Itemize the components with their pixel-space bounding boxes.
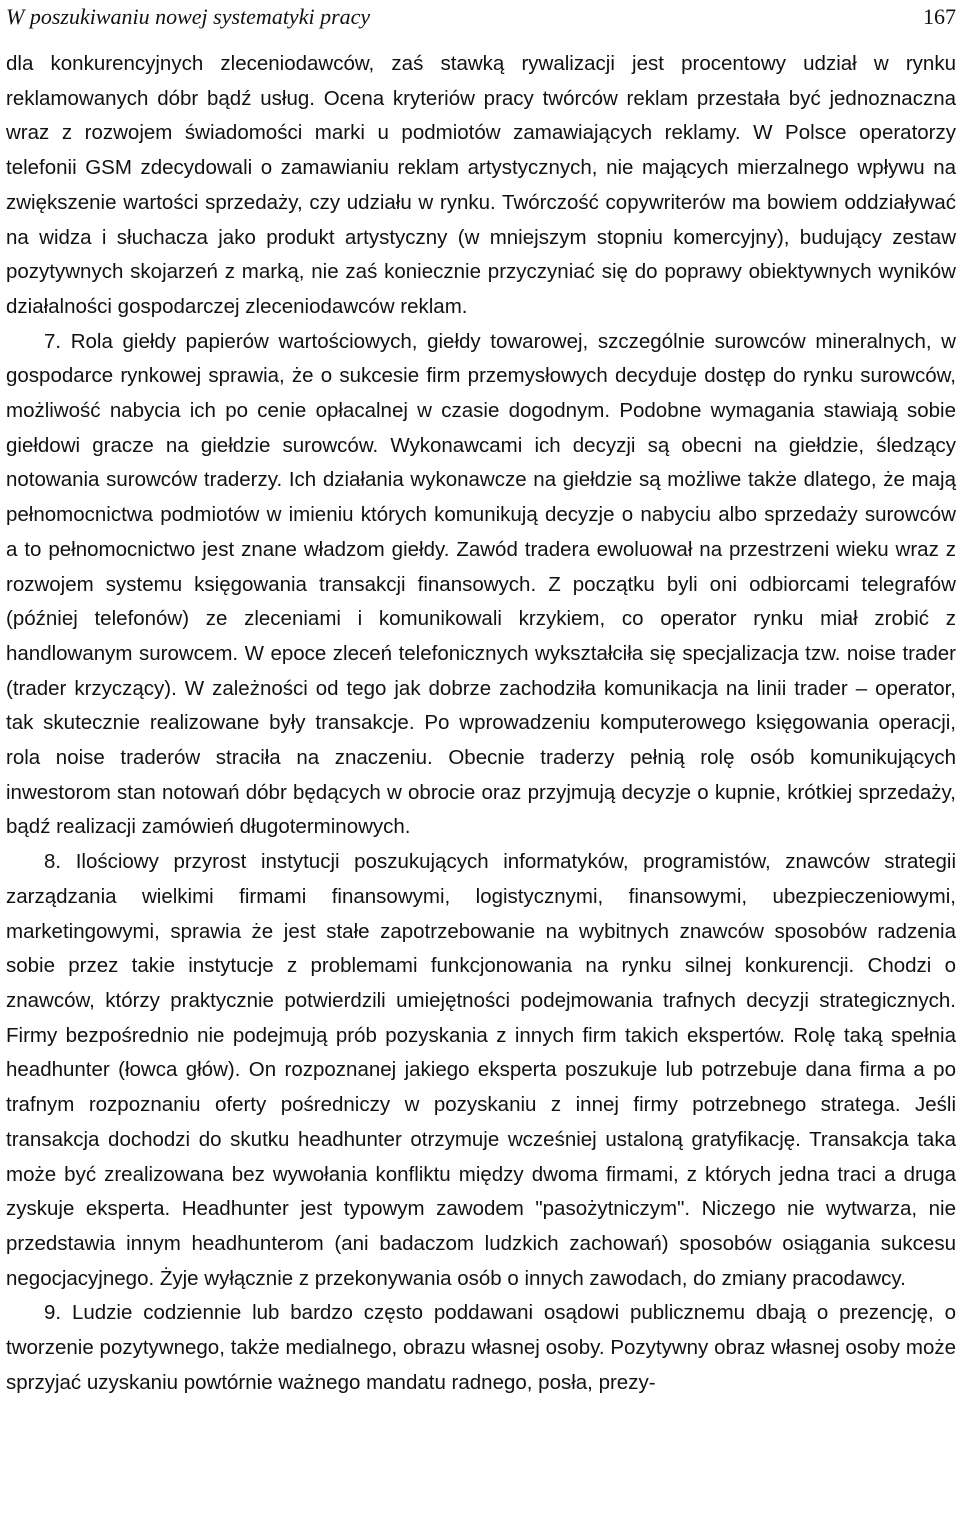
body-text bbox=[6, 47, 956, 1400]
running-header bbox=[6, 2, 956, 32]
paragraph-8: 8. Ilościowy przyrost instytucji poszukujących informatyków, programistów, znawców strategii zarządzania wielkimi firmami finansowymi, logistycznymi, finansowymi, ubezpieczeniowymi, marketingowymi, sprawia że jest stałe zapotrzebowanie na wybitnych znawców sposobów radzenia sobie przez takie instytucje z problemami funkcjonowania na rynku silnej konkurencji. Chodzi o znawców, którzy praktycznie potwierdzili umiejętności podejmowania trafnych decyzji strategicznych. Firmy bezpośrednio nie podejmują prób pozyskania z innych firm takich ekspertów. Rolę taką spełnia headhunter (łowca głów). On rozpoznanej jakiego eksperta poszukuje lub potrzebuje dana firma a po trafnym rozpoznaniu oferty pośredniczy w pozyskaniu z innej firmy potrzebnego stratega. Jeśli transakcja dochodzi do skutku headhunter otrzymuje wcześniej ustaloną gratyfikację. Transakcja taka może być zrealizowana bez wywołania konfliktu między dwoma firmami, z których jedna traci a druga zyskuje eksperta. Headhunter jest typowym zawodem "pasożytniczym". Niczego nie wytwarza, nie przedstawia innym headhunterom (ani badaczom ludzkich zachowań) sposobów osiągania sukcesu negocjacyjnego. Żyje wyłącznie z przekonywania osób o innych zawodach, do zmiany pracodawcy. bbox=[6, 850, 956, 1290]
running-title: W poszukiwaniu nowej systematyki pracy bbox=[6, 4, 371, 29]
page-number: 167 bbox=[923, 4, 956, 29]
paragraph-7: 7. Rola giełdy papierów wartościowych, giełdy towarowej, szczególnie surowców mineralnych, w gospodarce rynkowej sprawia, że o sukcesie firm przemysłowych decyduje dostęp do rynku surowców, możliwość nabycia ich po cenie opłacalnej w czasie dogodnym. Podobne wymagania stawiają sobie giełdowi gracze na giełdzie surowców. Wykonawcami ich decyzji są obecni na giełdzie, śledzący notowania surowców traderzy. Ich działania wykonawcze na giełdzie są możliwe także dlatego, że mają pełnomocnictwa podmiotów w imieniu których komunikują decyzje o nabyciu albo sprzedaży surowców a to pełnomocnictwo jest znane władzom giełdy. Zawód tradera ewoluował na przestrzeni wieku wraz z rozwojem systemu księgowania transakcji finansowych. Z początku byli oni odbiorcami telegrafów (później telefonów) ze zleceniami i komunikowali krzykiem, co operator rynku miał zrobić z handlowanym surowcem. W epoce zleceń telefonicznych wykształciła się specjalizacja tzw. noise trader (trader krzyczący). W zależności od tego jak dobrze zachodziła komunikacja na linii trader – operator, tak skutecznie realizowane były transakcje. Po wprowadzeniu komputerowego księgowania operacji, rola noise traderów straciła na znaczeniu. Obecnie traderzy pełnią rolę osób komunikujących inwestorom stan notowań dóbr będących w obrocie oraz przyjmują decyzje o kupnie, krótkiej sprzedaży, bądź realizacji zamówień długoterminowych. bbox=[6, 329, 956, 839]
paragraph-continuation: dla konkurencyjnych zleceniodawców, zaś stawką rywalizacji jest procentowy udział w rynku reklamowanych dóbr bądź usług. Ocena kryteriów pracy twórców reklam przestała być jednoznaczna wraz z rozwojem świadomości marki u podmiotów zamawiających reklamy. W Polsce operatorzy telefonii GSM zdecydowali o zamawianiu reklam artystycznych, nie mających mierzalnego wpływu na zwiększenie wartości sprzedaży, czy udziału w rynku. Twórczość copywriterów ma bowiem oddziaływać na widza i słuchacza jako produkt artystyczny (w mniejszym stopniu komercyjny), budujący zestaw pozytywnych skojarzeń z marką, nie zaś koniecznie przyczyniać się do poprawy obiektywnych wyników działalności gospodarczej zleceniodawców reklam. bbox=[6, 52, 956, 318]
paragraph-9: 9. Ludzie codziennie lub bardzo często poddawani osądowi publicznemu dbają o prezencję, o tworzenie pozytywnego, także medialnego, obrazu własnej osoby. Pozytywny obraz własnej osoby może sprzyjać uzyskaniu powtórnie ważnego mandatu radnego, posła, prezy- bbox=[6, 1301, 956, 1394]
